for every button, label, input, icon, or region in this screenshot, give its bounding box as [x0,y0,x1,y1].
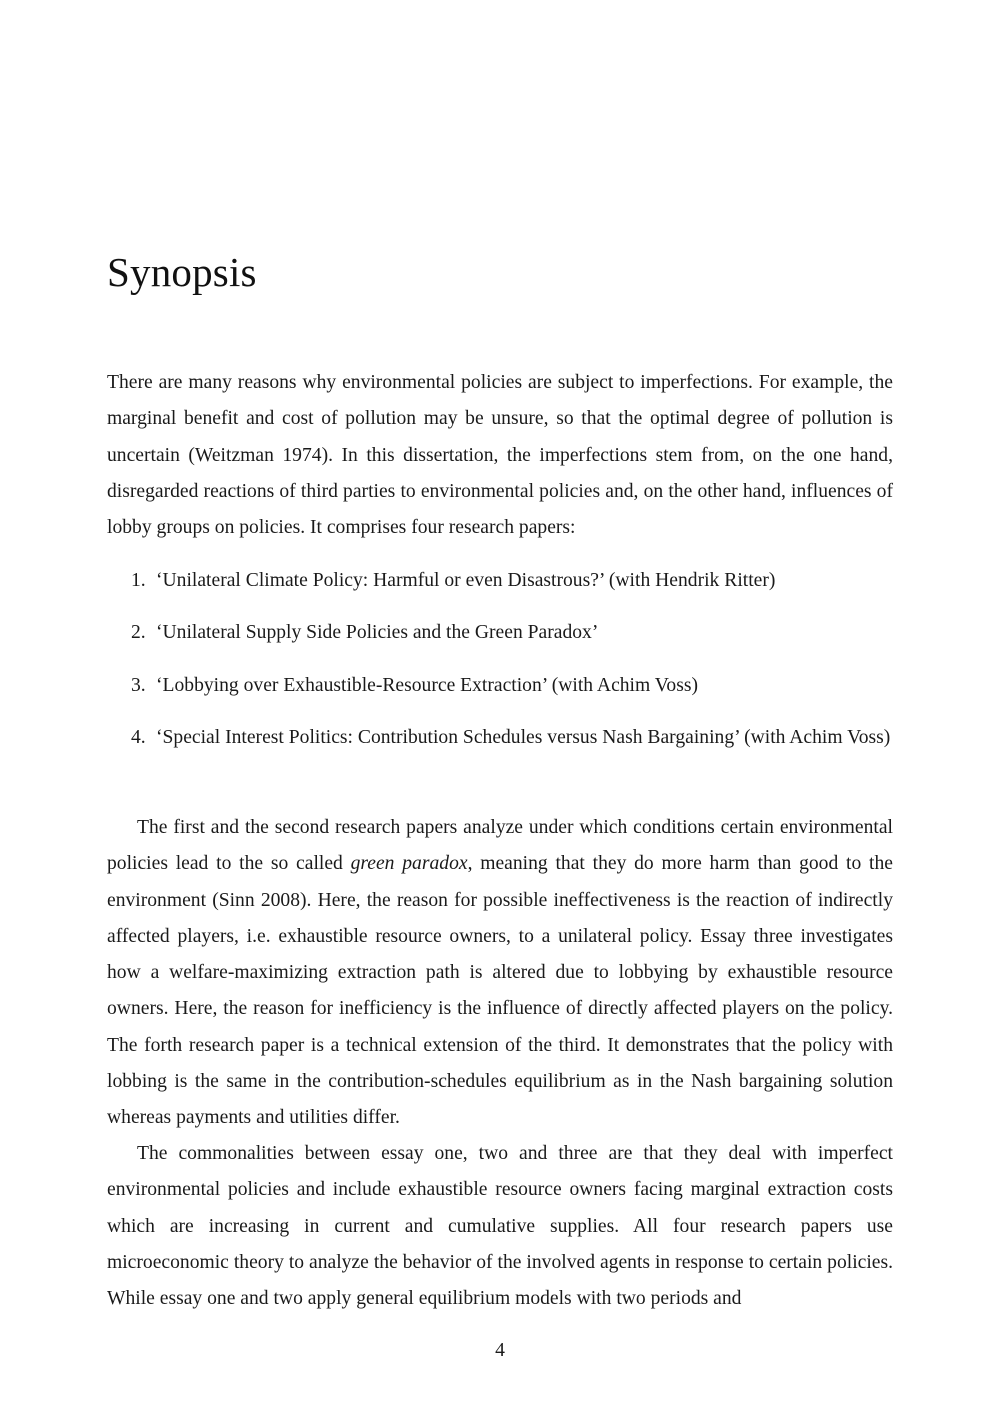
page-number: 4 [495,1340,505,1361]
paragraph-text: The first and the second research papers analyze under which conditions certain environmental policies lead to the so called [107,817,893,875]
list-item-number: 2. [131,622,146,644]
paragraph-green-paradox [107,810,893,1137]
emphasized-term: green paradox [350,853,468,875]
list-item-number: 4. [131,726,146,748]
intro-paragraph: There are many reasons why environmental policies are subject to imperfections. For example, the marginal benefit and cost of pollution may be unsure, so that the optimal degree of pollution is uncertain (Weitzman 1974). In this dissertation, the imperfections stem from, on the one hand, disregarded reactions of third parties to environmental policies and, on the other hand, influences of lobby groups on policies. It comprises four research papers: [107,372,893,539]
list-item [107,668,893,704]
research-papers-list [107,563,893,772]
paragraph-text: , meaning that they do more harm than good to the environment (Sinn 2008). Here, the reason for possible ineffectiveness is the reaction of indirectly affected players, i.e. exhaustible resource owners, to a unilateral policy. Essay three investigates how a welfare-maximizing extraction path is altered due to lobbying by exhaustible resource owners. Here, the reason for inefficiency is the influence of directly affected players on the policy. The forth research paper is a technical extension of the third. It demonstrates that the policy with lobbing is the same in the contribution-schedules equilibrium as in the Nash bargaining solution whereas payments and utilities differ. [107,853,893,1129]
list-item-text: ‘Special Interest Politics: Contribution Schedules versus Nash Bargaining’ (with Achim Voss) [156,726,891,748]
paragraph-commonalities: The commonalities between essay one, two and three are that they deal with imperfect environmental policies and include exhaustible resource owners facing marginal extraction costs which are increasing in current and cumulative supplies. All four research papers use microeconomic theory to analyze the behavior of the involved agents in response to certain policies. While essay one and two apply general equilibrium models with two periods and [107,1143,893,1310]
list-item-text: ‘Unilateral Supply Side Policies and the Green Paradox’ [156,622,599,644]
list-item-number: 3. [131,674,146,696]
list-item [107,615,893,651]
list-item [107,720,893,756]
chapter-title: Synopsis [107,249,257,295]
list-item [107,563,893,599]
list-item-number: 1. [131,570,146,591]
list-item-text: ‘Unilateral Climate Policy: Harmful or even Disastrous?’ (with Hendrik Ritter) [156,570,776,591]
list-item-text: ‘Lobbying over Exhaustible-Resource Extraction’ (with Achim Voss) [156,674,698,696]
